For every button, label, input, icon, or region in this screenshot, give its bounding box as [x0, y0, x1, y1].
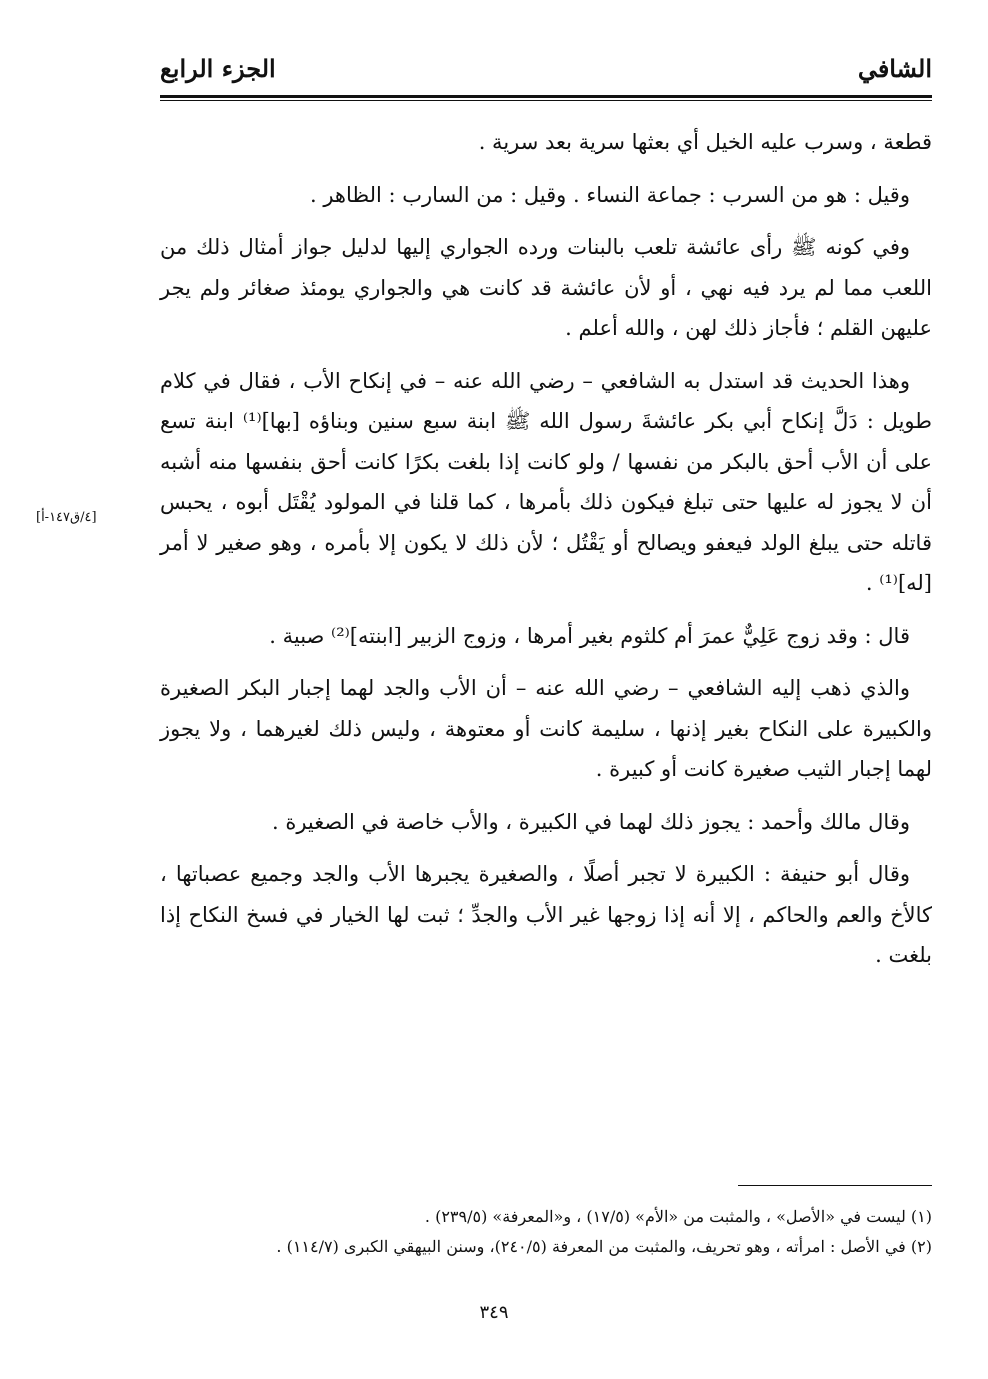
- paragraph: قال : وقد زوج عَلِيٌّ عمرَ أم كلثوم بغير أمرها ، وزوج الزبير [ابنته]⁽²⁾ صبية .: [269, 623, 910, 648]
- manuscript-folio-note: [٤/ق١٤٧-أ]: [36, 510, 97, 525]
- paragraph: قطعة ، وسرب عليه الخيل أي بعثها سرية بعد سرية .: [478, 130, 932, 154]
- header-rule-thick: [160, 95, 932, 98]
- paragraph: وهذا الحديث قد استدل به الشافعي – رضي الله عنه – في إنكاح الأب ، فقال في كلام طويل : دَلَّ إنكاح أبي بكر عائشةَ رسول الله ﷺ ابنة سبع سنين وبناؤه [بها]⁽¹⁾ ابنة تسع على أن الأب أحق بالبكر من نفسها / ولو كانت إذا بلغت بكرًا كانت أحق بنفسها منه أشبه أن لا يجوز له عليها حتى تبلغ فيكون ذلك بأمرها ، كما قلنا في المولود يُقْتَل أبوه ، يحبس قاتله حتى يبلغ الولد فيعفو ويصالح أو يَقْتُل ؛ لأن ذلك لا يكون إلا بأمره ، وهو صغير لا أمر [له]⁽¹⁾ .: [160, 368, 932, 595]
- paragraph: وقيل : هو من السرب : جماعة النساء . وقيل : من السارب : الظاهر .: [309, 182, 910, 207]
- main-text: [160, 122, 932, 988]
- paragraph: وقال أبو حنيفة : الكبيرة لا تجبر أصلًا ، والصغيرة يجبرها الأب والجد وجميع عصباتها ، كالأخ والعم والحاكم ، إلا أنه إذا زوجها غير الأب والجدِّ ؛ ثبت لها الخيار في فسخ النكاح إذا بلغت .: [160, 862, 932, 967]
- part-title: الجزء الرابع: [160, 54, 276, 83]
- paragraph: وقال مالك وأحمد : يجوز ذلك لهما في الكبيرة ، والأب خاصة في الصغيرة .: [271, 809, 910, 834]
- footnote-separator: [738, 1185, 932, 1186]
- header-rule-thin: [160, 100, 932, 101]
- paragraph: وفي كونه ﷺ رأى عائشة تلعب بالبنات ورده الجواري إليها لدليل جواز أمثال ذلك من اللعب مما لم يرد فيه نهي ، أو لأن عائشة قد كانت هي والجواري يومئذ صغائر ولم يجر عليهن القلم ؛ فأجاز ذلك لهن ، والله أعلم .: [160, 235, 932, 340]
- footnotes: [160, 1202, 932, 1262]
- paragraph: والذي ذهب إليه الشافعي – رضي الله عنه – أن الأب والجد لهما إجبار البكر الصغيرة والكبيرة على النكاح بغير إذنها ، سليمة كانت أو معتوهة ، وليس ذلك لغيرهما ، ولا يجوز لهما إجبار الثيب صغيرة كانت أو كبيرة .: [160, 676, 932, 781]
- footnote: (١) ليست في «الأصل» ، والمثبت من «الأم» (١٧/٥) ، و«المعرفة» (٢٣٩/٥) .: [424, 1207, 932, 1226]
- page-number: ٣٤٩: [479, 1302, 509, 1323]
- running-header: [160, 52, 932, 92]
- footnote: (٢) في الأصل : امرأته ، وهو تحريف، والمثبت من المعرفة (٢٤٠/٥)، وسنن البيهقي الكبرى (١١٤/٧) .: [276, 1237, 932, 1256]
- book-title: الشافي: [857, 54, 932, 83]
